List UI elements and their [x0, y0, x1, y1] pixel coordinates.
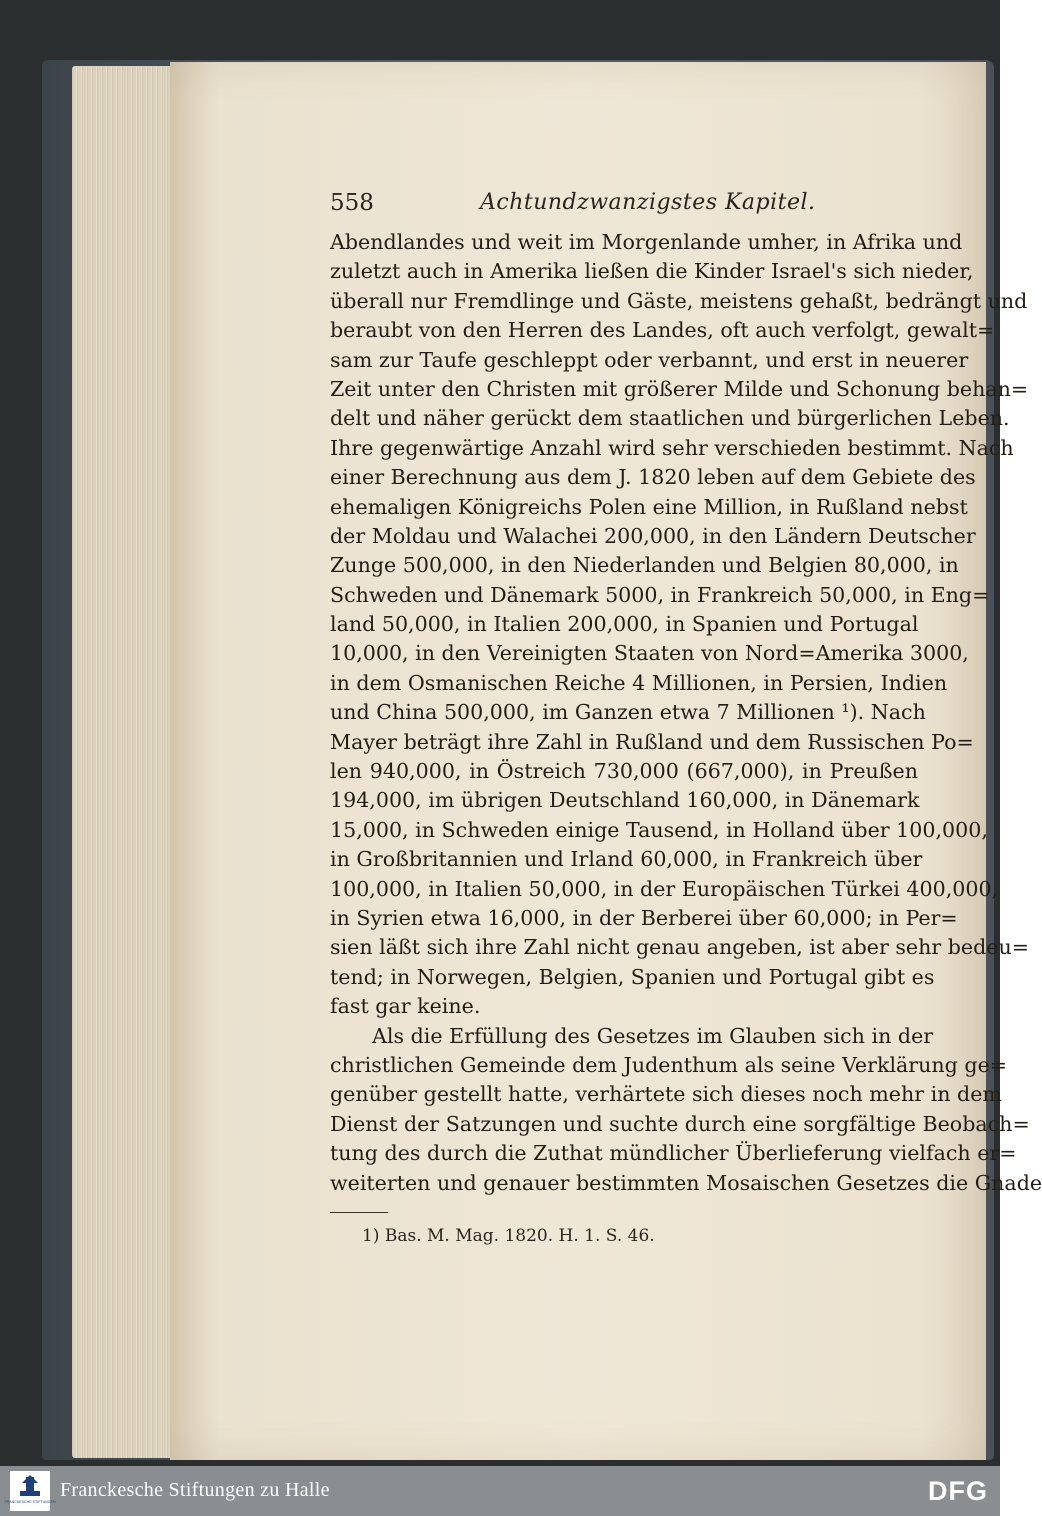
footnote: 1) Bas. M. Mag. 1820. H. 1. S. 46.: [362, 1226, 655, 1246]
text-line: 100,000, in Italien 50,000, in der Europäischen Türkei 400,000,: [330, 876, 999, 901]
text-line: der Moldau und Walachei 200,000, in den Ländern Deutscher: [330, 523, 976, 548]
text-line: Mayer beträgt ihre Zahl in Rußland und dem Russischen Po=: [330, 729, 974, 754]
body-text: [330, 228, 1042, 1198]
text-line: weiterten und genauer bestimmten Mosaischen Gesetzes die Gnade: [330, 1170, 1042, 1195]
institution-logo-icon[interactable]: [4, 1471, 56, 1511]
text-line: ehemaligen Königreichs Polen eine Million, in Rußland nebst: [330, 494, 968, 519]
text-line: und China 500,000, im Ganzen etwa 7 Millionen ¹). Nach: [330, 700, 926, 725]
text-line: genüber gestellt hatte, verhärtete sich dieses noch mehr in dem: [330, 1082, 1002, 1107]
viewer-footer: [0, 1466, 1000, 1516]
page-number: 558: [330, 190, 374, 216]
text-line: überall nur Fremdlinge und Gäste, meistens gehaßt, bedrängt und: [330, 288, 1028, 313]
institution-name[interactable]: Franckesche Stiftungen zu Halle: [60, 1479, 330, 1501]
text-line: Ihre gegenwärtige Anzahl wird sehr verschieden bestimmt. Nach: [330, 435, 1014, 460]
text-line: fast gar keine.: [330, 994, 481, 1019]
text-line: sam zur Taufe geschleppt oder verbannt, und erst in neuerer: [330, 347, 969, 372]
running-title: Achtundzwanzigstes Kapitel.: [480, 190, 816, 215]
text-line: 15,000, in Schweden einige Tausend, in Holland über 100,000,: [330, 817, 988, 842]
text-line: beraubt von den Herren des Landes, oft auch verfolgt, gewalt=: [330, 318, 995, 343]
text-line: 194,000, im übrigen Deutschland 160,000, in Dänemark: [330, 788, 920, 813]
dfg-logo[interactable]: DFG: [928, 1476, 988, 1506]
text-line: einer Berechnung aus dem J. 1820 leben auf dem Gebiete des: [330, 465, 976, 490]
text-line: in dem Osmanischen Reiche 4 Millionen, in Persien, Indien: [330, 670, 948, 695]
text-line: delt und näher gerückt dem staatlichen und bürgerlichen Leben.: [330, 406, 1010, 431]
footnote-rule: [330, 1212, 388, 1213]
text-line: tend; in Norwegen, Belgien, Spanien und Portugal gibt es: [330, 964, 935, 989]
text-line: Zeit unter den Christen mit größerer Milde und Schonung behan=: [330, 376, 1029, 401]
text-line: in Syrien etwa 16,000, in der Berberei über 60,000; in Per=: [330, 905, 958, 930]
text-line: zuletzt auch in Amerika ließen die Kinder Israel's sich nieder,: [330, 259, 974, 284]
text-line: land 50,000, in Italien 200,000, in Spanien und Portugal: [330, 612, 919, 637]
text-line: Schweden und Dänemark 5000, in Frankreich 50,000, in Eng=: [330, 582, 990, 607]
text-line: len 940,000, in Östreich 730,000 (667,000), in Preußen: [330, 759, 918, 784]
text-line: in Großbritannien und Irland 60,000, in Frankreich über: [330, 847, 923, 872]
text-line: Zunge 500,000, in den Niederlanden und Belgien 80,000, in: [330, 553, 959, 578]
svg-text:FRANCKESCHE STIFTUNGEN: FRANCKESCHE STIFTUNGEN: [4, 1500, 56, 1504]
page-edges: [72, 66, 180, 1458]
text-line: christlichen Gemeinde dem Judenthum als seine Verklärung ge=: [330, 1052, 1008, 1077]
page-header: [330, 190, 920, 224]
text-line: tung des durch die Zuthat mündlicher Überlieferung vielfach er=: [330, 1141, 1017, 1166]
text-line: sien läßt sich ihre Zahl nicht genau angeben, ist aber sehr bedeu=: [330, 935, 1030, 960]
text-line: Dienst der Satzungen und suchte durch eine sorgfältige Beobach=: [330, 1111, 1030, 1136]
text-line: Abendlandes und weit im Morgenlande umher, in Afrika und: [330, 230, 963, 254]
text-line: Als die Erfüllung des Gesetzes im Glauben sich in der: [372, 1023, 934, 1048]
text-line: 10,000, in den Vereinigten Staaten von Nord=Amerika 3000,: [330, 641, 969, 666]
